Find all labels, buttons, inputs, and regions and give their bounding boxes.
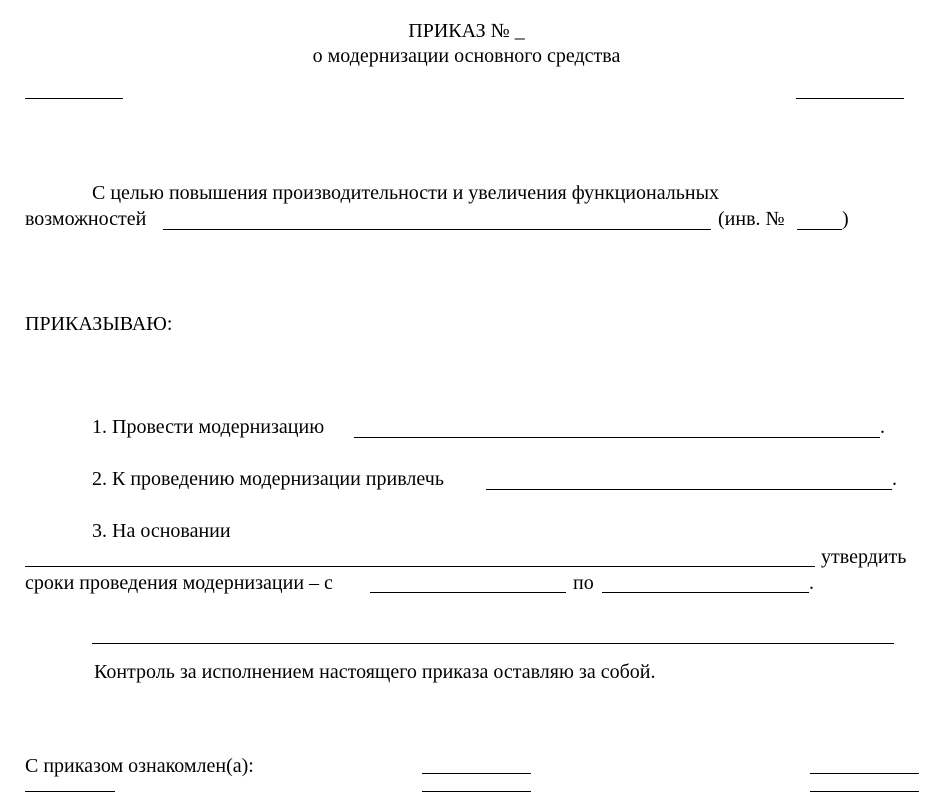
order-word: ПРИКАЗЫВАЮ: [25,313,173,335]
asset-name-blank[interactable] [163,229,711,230]
document-subtitle: о модернизации основного средства [312,45,621,67]
item1-end: . [880,416,885,438]
item2-end: . [892,468,897,490]
item2-blank[interactable] [486,489,892,490]
control-text: Контроль за исполнением настоящего приказа оставляю за собой. [94,661,656,683]
end-date-blank[interactable] [602,592,809,593]
item3-basis-blank[interactable] [25,566,815,567]
date-blank[interactable] [25,98,123,99]
date-signed-blank-2[interactable] [810,791,919,792]
employee-name-blank[interactable] [25,791,115,792]
item1-text: 1. Провести модернизацию [92,416,325,438]
item1-blank[interactable] [354,437,880,438]
start-date-blank[interactable] [370,592,566,593]
item3-approve: утвердить [821,546,907,568]
signature-blank[interactable] [422,773,531,774]
item3-end: . [809,572,814,594]
inventory-number-blank[interactable] [797,229,842,230]
signature-blank-2[interactable] [422,791,531,792]
acknowledgement-text: С приказом ознакомлен(а): [25,755,254,777]
item3-terms-to: по [573,572,594,594]
item3-terms-prefix: сроки проведения модернизации – с [25,572,333,594]
inventory-number-label: (инв. № [718,208,785,230]
number-blank[interactable] [796,98,904,99]
preamble-line2-prefix: возможностей [25,208,147,230]
additional-item-blank[interactable] [92,643,894,644]
inventory-number-close: ) [842,208,849,230]
document-title: ПРИКАЗ № _ [408,20,525,42]
item2-text: 2. К проведению модернизации привлечь [92,468,444,490]
preamble-line1: С целью повышения производительности и увеличения функциональных [92,182,720,204]
date-signed-blank[interactable] [810,773,919,774]
item3-text: 3. На основании [92,520,231,542]
